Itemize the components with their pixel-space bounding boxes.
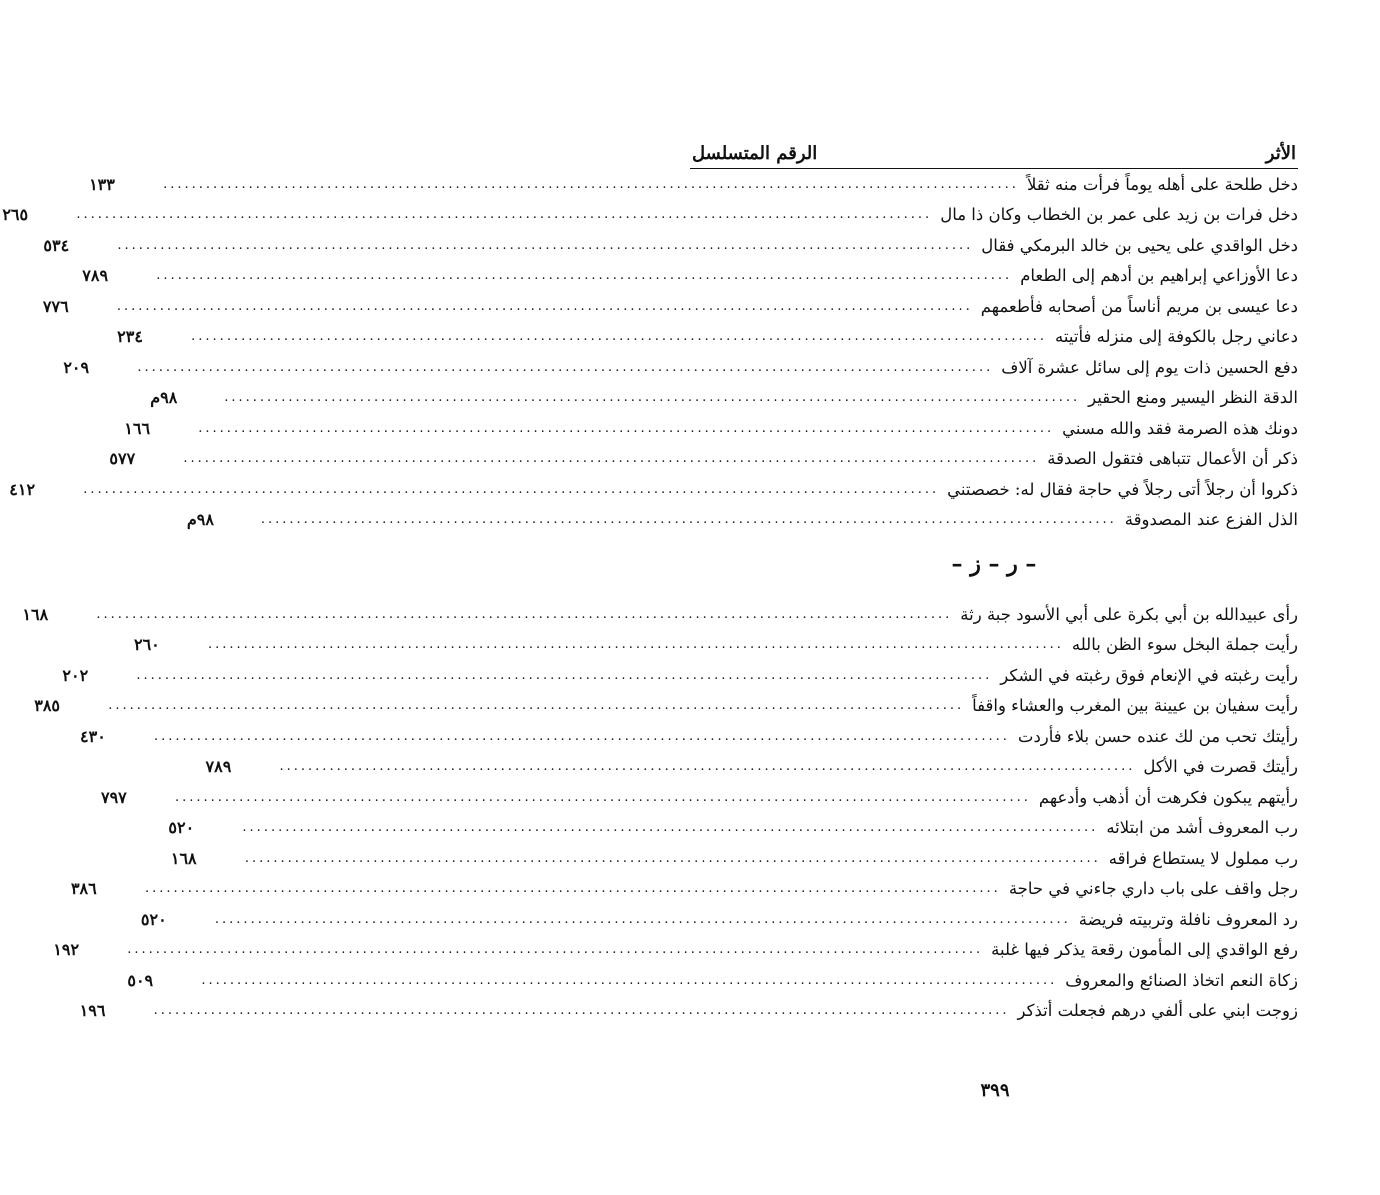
entry-text: دخل طلحة على أهله يوماً فرأت منه ثقلاً <box>1026 174 1298 194</box>
entry-text: دعا عيسى بن مريم أناساً من أصحابه فأطعمهم <box>980 296 1298 316</box>
entry-text: الدقة النظر اليسير ومنع الحقير <box>1088 388 1298 408</box>
index-row <box>127 965 1298 996</box>
entry-text: رأيتك قصرت في الأكل <box>1143 757 1298 777</box>
dot-leader: ........................................................................................................................ <box>76 207 933 223</box>
section-title-ra-zay: – ر – ز – <box>951 551 1037 577</box>
header-athar-label: الأثر <box>1265 143 1296 164</box>
index-row <box>70 874 1298 905</box>
entry-text: رأيتك تحب من لك عنده حسن بلاء فأردت <box>1017 726 1298 746</box>
entry-text: رفع الواقدي إلى المأمون رقعة يذكر فيها غلبة <box>991 940 1298 960</box>
dot-leader: ........................................................................................................................ <box>214 911 1071 927</box>
serial-number: ٥٢٠ <box>140 909 167 929</box>
dot-leader: ........................................................................................................................ <box>163 176 1019 192</box>
dot-leader: ........................................................................................................................ <box>279 759 1136 775</box>
serial-number: ١٦٨ <box>22 604 49 624</box>
serial-number: ١٩٢ <box>53 940 80 960</box>
entry-text: رأيت رغبته في الإنعام فوق رغبته في الشكر <box>1000 665 1298 685</box>
dot-leader: ........................................................................................................................ <box>137 359 994 375</box>
index-page <box>2 128 1298 1026</box>
serial-number: ٤١٢ <box>9 479 36 499</box>
index-row <box>34 691 1298 722</box>
serial-number: ٧٩٧ <box>100 787 127 807</box>
dot-leader: ........................................................................................................................ <box>191 329 1048 345</box>
entry-text: رد المعروف نافلة وتربيته فريضة <box>1078 909 1298 929</box>
index-row <box>186 505 1298 536</box>
index-row <box>100 782 1298 813</box>
entry-text: رأى عبيدالله بن أبي بكرة على أبي الأسود جبة رثة <box>960 604 1298 624</box>
dot-leader: ........................................................................................................................ <box>117 237 974 253</box>
serial-number: ٢٦٥ <box>2 205 29 225</box>
dot-leader: ........................................................................................................................ <box>108 698 965 714</box>
dot-leader: ........................................................................................................................ <box>244 850 1101 866</box>
dot-leader: ........................................................................................................................ <box>224 390 1081 406</box>
table-header <box>690 128 1298 169</box>
dot-leader: ........................................................................................................................ <box>144 881 1001 897</box>
dot-leader: ........................................................................................................................ <box>83 481 940 497</box>
dot-leader: ........................................................................................................................ <box>96 606 953 622</box>
entry-text: زكاة النعم اتخاذ الصنائع والمعروف <box>1065 970 1298 990</box>
dot-leader: ........................................................................................................................ <box>136 667 993 683</box>
dot-leader: ........................................................................................................................ <box>198 420 1055 436</box>
index-row <box>124 413 1298 444</box>
dot-leader: ........................................................................................................................ <box>156 268 1013 284</box>
index-row <box>62 660 1298 691</box>
index-row <box>168 813 1298 844</box>
serial-number: ٢٣٤ <box>117 327 143 347</box>
serial-number: ٧٨٩ <box>82 266 109 286</box>
entry-text: رأيت سفيان بن عيينة بين المغرب والعشاء واقفاً <box>972 696 1298 716</box>
serial-number: ١٣٣ <box>89 174 115 194</box>
serial-number: ٣٨٥ <box>34 696 61 716</box>
entry-text: رب المعروف أشد من ابتلائه <box>1106 818 1298 838</box>
serial-number: ٤٣٠ <box>80 726 106 746</box>
index-row <box>109 444 1298 475</box>
serial-number: ٥٢٠ <box>168 818 195 838</box>
index-row <box>2 200 1298 231</box>
serial-number: ٧٧٦ <box>42 296 69 316</box>
index-row <box>42 291 1298 322</box>
entry-text: رب مملول لا يستطاع فراقه <box>1108 848 1298 868</box>
group-dal-dhal <box>2 169 1298 535</box>
serial-number: ٢٦٠ <box>133 635 160 655</box>
index-row <box>80 721 1298 752</box>
serial-number: ٧٨٩ <box>205 757 232 777</box>
dot-leader: ........................................................................................................................ <box>127 942 984 958</box>
dot-leader: ........................................................................................................................ <box>154 728 1010 744</box>
entry-text: رجل واقف على باب داري جاءني في حاجة <box>1008 879 1298 899</box>
index-row <box>43 230 1298 261</box>
index-row <box>150 383 1298 414</box>
serial-number: ٣٨٦ <box>70 879 97 899</box>
entry-text: دعا الأوزاعي إبراهيم بن أدهم إلى الطعام <box>1020 266 1298 286</box>
dot-leader: ........................................................................................................................ <box>153 1003 1010 1019</box>
serial-number: ٢٠٩ <box>63 357 90 377</box>
group-ra-zay <box>22 599 1298 1026</box>
index-row <box>82 261 1298 292</box>
serial-number: ١٦٦ <box>124 418 151 438</box>
index-row <box>140 904 1298 935</box>
index-row <box>22 599 1298 630</box>
serial-number: ٩٨م <box>150 388 178 408</box>
dot-leader: ........................................................................................................................ <box>201 972 1058 988</box>
entry-text: دخل الواقدي على يحيى بن خالد البرمكي فقال <box>981 235 1298 255</box>
entry-text: دفع الحسين ذات يوم إلى سائل عشرة آلاف <box>1001 357 1298 377</box>
serial-number: ٥٠٩ <box>127 970 154 990</box>
serial-number: ١٦٨ <box>170 848 197 868</box>
entry-text: دعاني رجل بالكوفة إلى منزله فأتيته <box>1055 327 1298 347</box>
dot-leader: ........................................................................................................................ <box>242 820 1099 836</box>
index-row <box>170 843 1298 874</box>
entry-text: ذكروا أن رجلاً أتى رجلاً في حاجة فقال له: خصصتني <box>947 479 1298 499</box>
index-row <box>205 752 1298 783</box>
serial-number: ١٩٦ <box>79 1001 106 1021</box>
index-row <box>117 322 1298 353</box>
entry-text: الذل الفزع عند المصدوقة <box>1124 510 1298 530</box>
entry-text: رأيت جملة البخل سوء الظن بالله <box>1071 635 1298 655</box>
entry-text: رأيتهم يبكون فكرهت أن أذهب وأدعهم <box>1038 787 1298 807</box>
dot-leader: ........................................................................................................................ <box>174 789 1031 805</box>
entry-text: دخل فرات بن زيد على عمر بن الخطاب وكان ذا مال <box>940 205 1298 225</box>
index-row <box>133 630 1298 661</box>
dot-leader: ........................................................................................................................ <box>207 637 1064 653</box>
index-row <box>9 474 1298 505</box>
entry-text: دونك هذه الصرمة فقد والله مسني <box>1062 418 1298 438</box>
index-row <box>63 352 1298 383</box>
index-row <box>89 169 1298 200</box>
header-serial-number-label: الرقم المتسلسل <box>692 143 818 164</box>
serial-number: ٢٠٢ <box>62 665 89 685</box>
serial-number: ٥٣٤ <box>43 235 70 255</box>
page-number: ٣٩٩ <box>980 1080 1010 1101</box>
index-row <box>79 996 1298 1027</box>
dot-leader: ........................................................................................................................ <box>260 512 1117 528</box>
entry-text: ذكر أن الأعمال تتباهى فتقول الصدقة <box>1047 449 1298 469</box>
entry-text: زوجت ابني على ألفي درهم فجعلت أتذكر <box>1017 1001 1298 1021</box>
dot-leader: ........................................................................................................................ <box>116 298 973 314</box>
serial-number: ٥٧٧ <box>109 449 136 469</box>
dot-leader: ........................................................................................................................ <box>183 451 1040 467</box>
index-row <box>53 935 1298 966</box>
serial-number: ٩٨م <box>186 510 214 530</box>
